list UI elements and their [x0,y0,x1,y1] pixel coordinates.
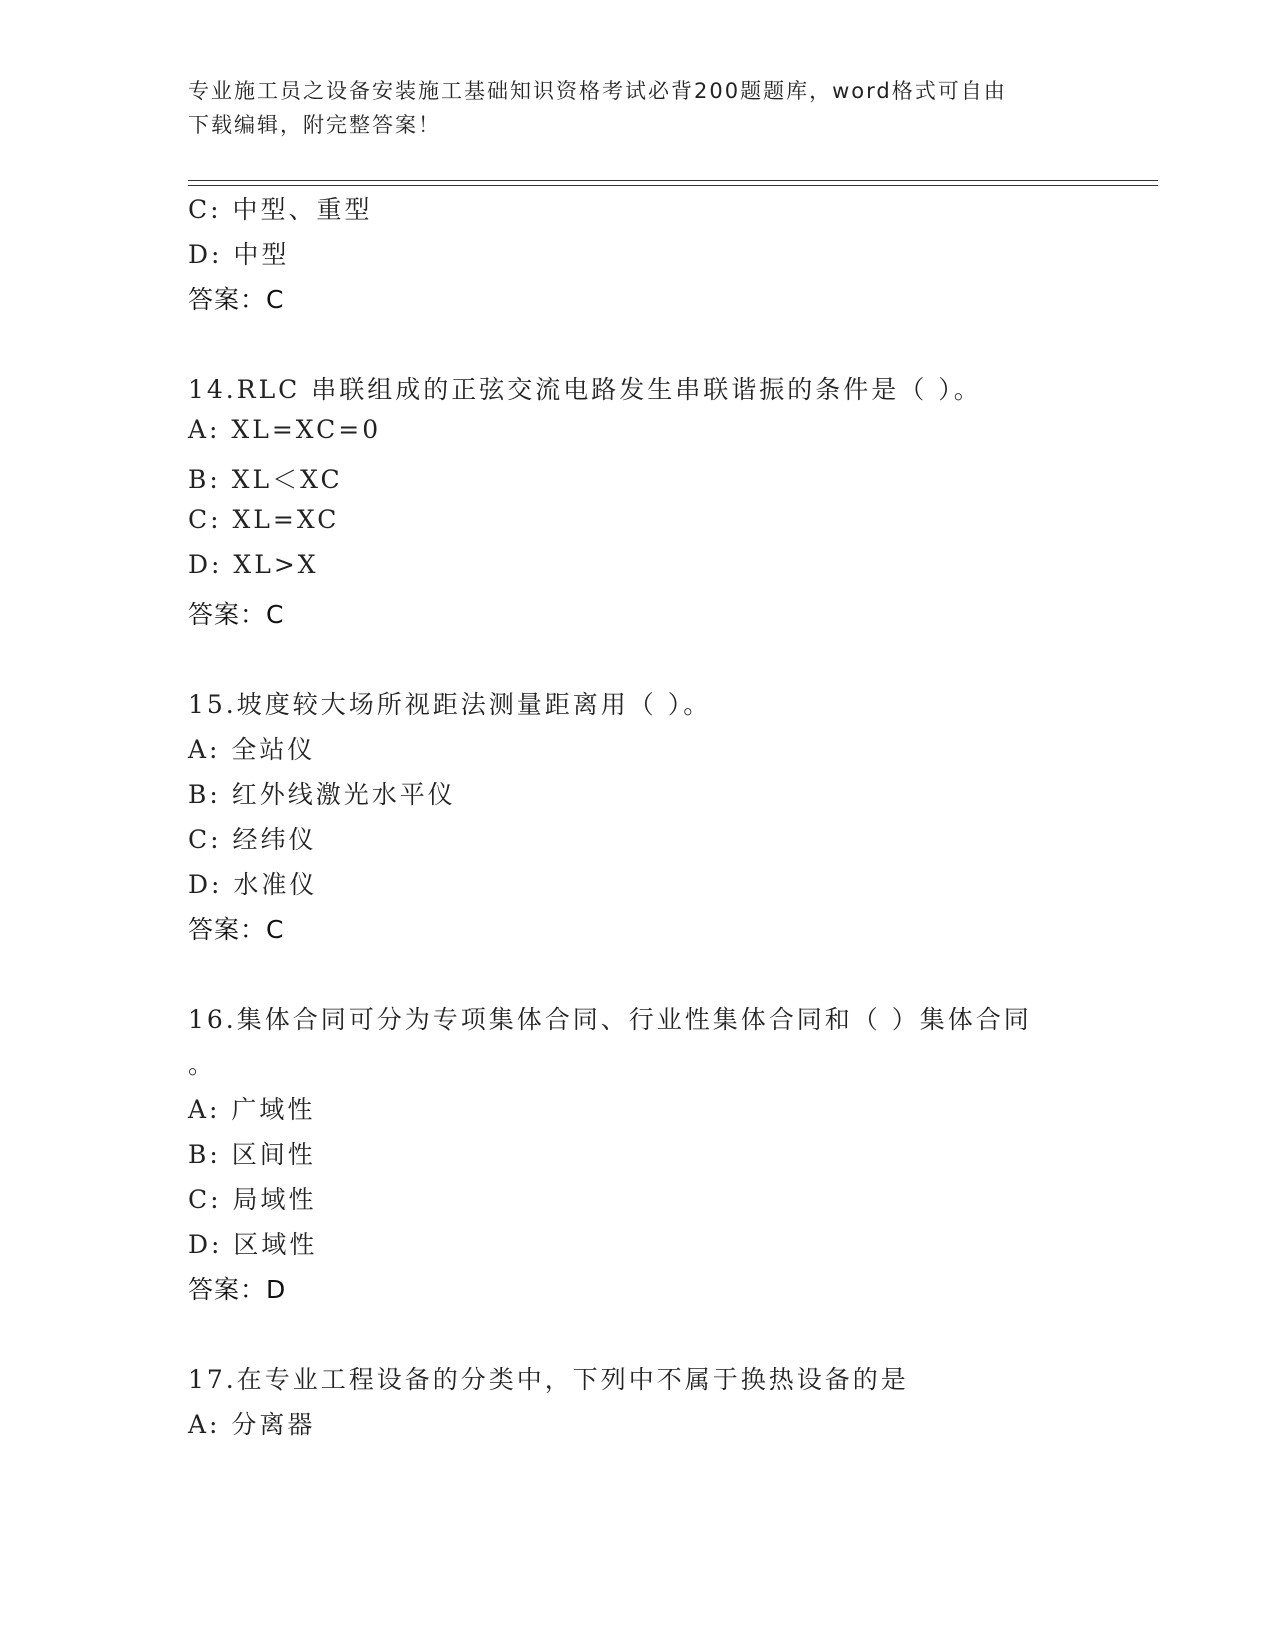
q16-question-line-1: 16.集体合同可分为专项集体合同、行业性集体合同和（ ）集体合同 [188,1005,1032,1034]
header-divider-top [188,180,1158,181]
document-header [188,74,1088,142]
q15-option-c: C: 经纬仪 [188,825,317,854]
q13-option-c: C: 中型、重型 [188,195,373,224]
q16-option-c: C: 局域性 [188,1185,317,1214]
header-line-2: 下载编辑，附完整答案！ [188,113,441,137]
q14-option-b: B: XL＜XC [188,465,343,494]
q16-option-a: A: 广域性 [188,1095,316,1124]
q15-option-a: A: 全站仪 [188,735,316,764]
q14-option-c: C: XL=XC [188,505,340,534]
header-divider-bottom [188,185,1158,186]
q15-option-d: D: 水准仪 [188,870,318,899]
q14-question: 14.RLC 串联组成的正弦交流电路发生串联谐振的条件是（ ）。 [188,375,982,404]
q16-question-line-2: 。 [188,1050,217,1079]
q16-option-d: D: 区域性 [188,1230,318,1259]
q15-question: 15.坡度较大场所视距法测量距离用（ ）。 [188,690,712,719]
q15-answer: 答案：C [188,915,285,944]
q14-answer: 答案：C [188,600,285,629]
q15-option-b: B: 红外线激光水平仪 [188,780,456,809]
q14-option-d: D: XL>X [188,550,319,579]
q13-answer: 答案：C [188,285,285,314]
q13-option-d: D: 中型 [188,240,290,269]
header-line-1: 专业施工员之设备安装施工基础知识资格考试必背200题题库，word格式可自由 [188,79,1007,103]
q14-option-a: A: XL=XC=0 [188,415,382,444]
q16-answer: 答案：D [188,1275,287,1304]
q17-question: 17.在专业工程设备的分类中，下列中不属于换热设备的是 [188,1365,909,1394]
q16-option-b: B: 区间性 [188,1140,316,1169]
q17-option-a: A: 分离器 [188,1410,316,1439]
